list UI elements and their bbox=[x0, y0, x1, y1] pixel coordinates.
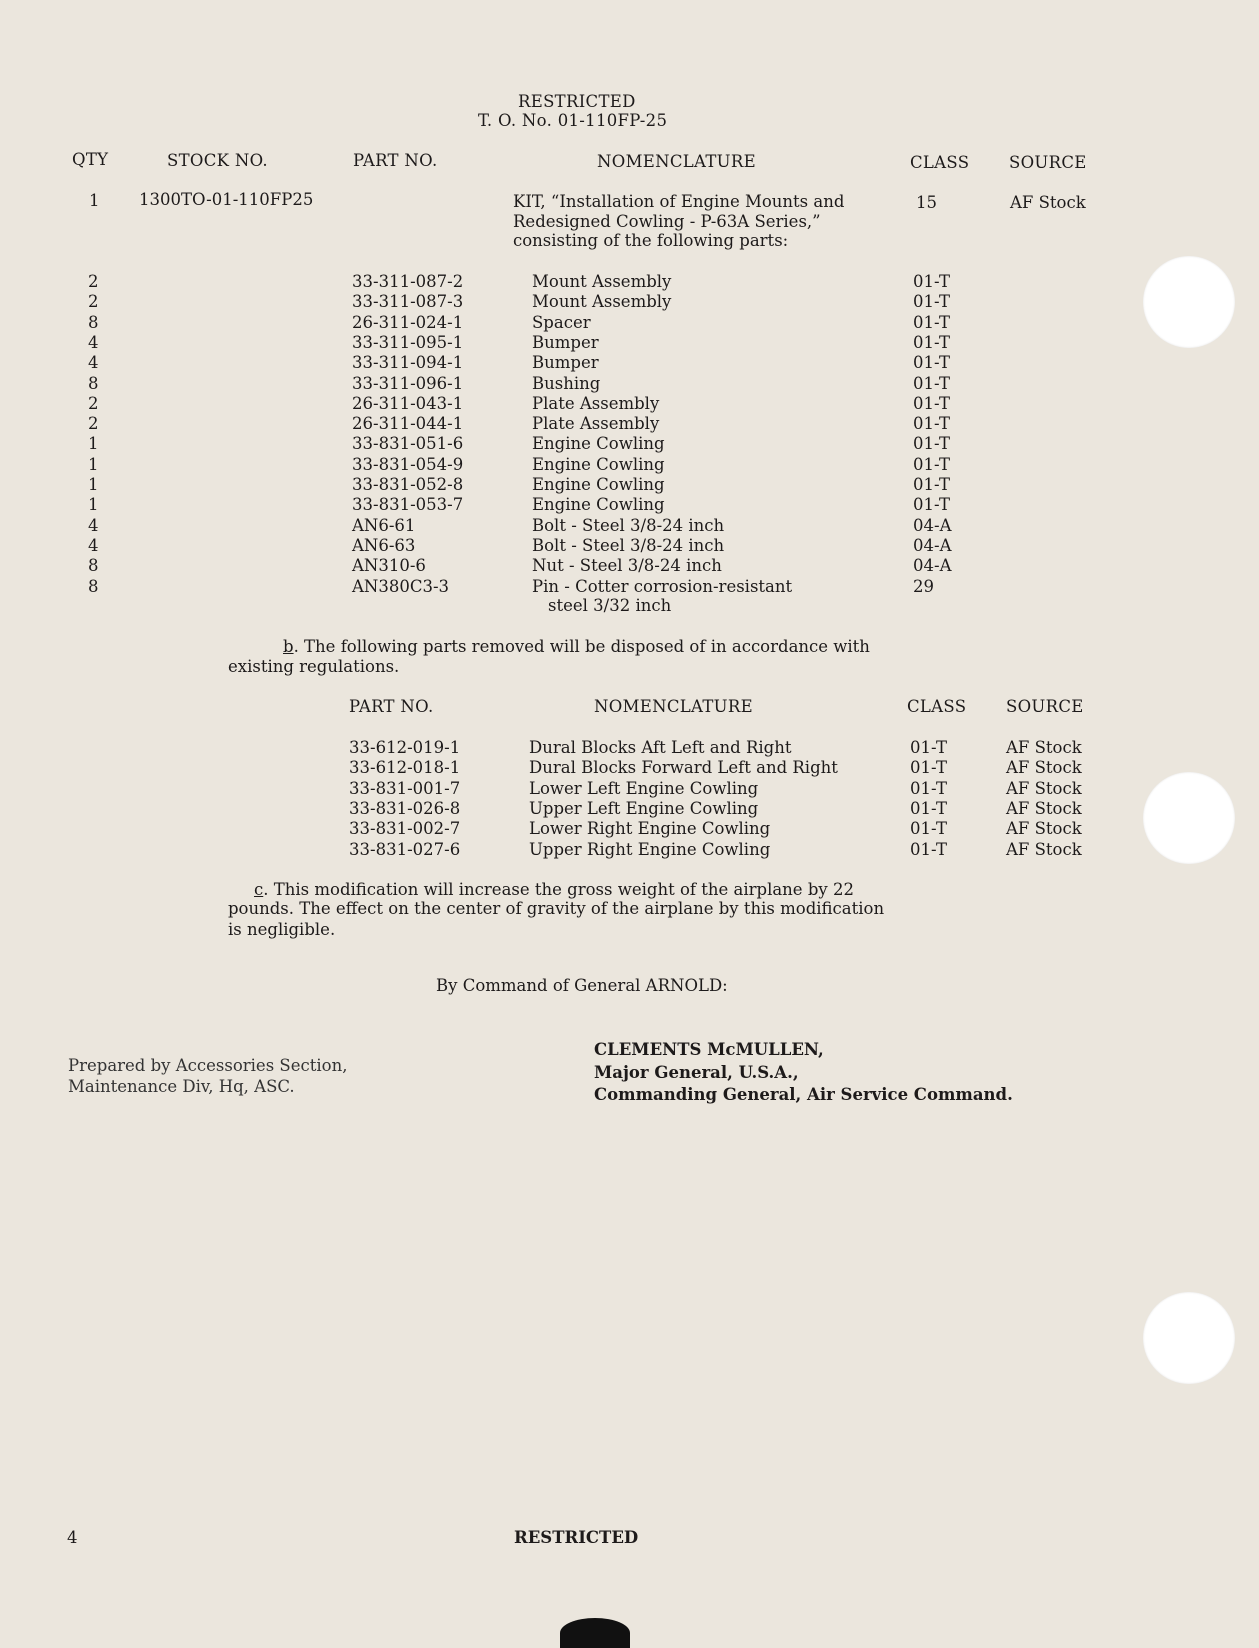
kit-row-nomenclature: Plate Assembly bbox=[532, 394, 660, 413]
kit-row-class: 01-T bbox=[913, 455, 950, 474]
kit-row-qty: 4 bbox=[88, 516, 99, 535]
header-restricted: RESTRICTED bbox=[518, 92, 636, 111]
removed-row-class: 01-T bbox=[910, 738, 947, 757]
kit-row-class: 01-T bbox=[913, 353, 950, 372]
kit-row-nomenclature: Bumper bbox=[532, 353, 599, 372]
kit-row-qty: 1 bbox=[88, 455, 99, 474]
kit-last-row-continuation: steel 3/32 inch bbox=[548, 596, 672, 615]
kit-row-class: 01-T bbox=[913, 475, 950, 494]
kit-row-part-no: 33-311-087-2 bbox=[352, 272, 464, 291]
kit-col-source: SOURCE bbox=[1009, 153, 1087, 172]
footer-restricted: RESTRICTED bbox=[514, 1528, 639, 1547]
removed-row-source: AF Stock bbox=[1006, 819, 1082, 838]
kit-row-qty: 2 bbox=[88, 394, 99, 413]
kit-row-class: 01-T bbox=[913, 394, 950, 413]
kit-stock-no: 1300TO-01-110FP25 bbox=[139, 190, 314, 209]
para-c-text: . This modification will increase the gross weight of the airplane by 22 bbox=[263, 880, 854, 899]
kit-col-nomenclature: NOMENCLATURE bbox=[597, 152, 756, 171]
kit-row-part-no: AN310-6 bbox=[352, 556, 426, 575]
removed-row-nomenclature: Dural Blocks Aft Left and Right bbox=[529, 738, 792, 757]
para-b-text: . The following parts removed will be disposed of in accordance with bbox=[293, 637, 870, 656]
kit-row-part-no: 33-831-054-9 bbox=[352, 455, 464, 474]
kit-row-class: 01-T bbox=[913, 313, 950, 332]
kit-row-part-no: 33-311-094-1 bbox=[352, 353, 464, 372]
signature-rank: Major General, U.S.A., bbox=[594, 1063, 799, 1082]
kit-row-nomenclature: Bushing bbox=[532, 374, 601, 393]
removed-row-nomenclature: Upper Left Engine Cowling bbox=[529, 799, 759, 818]
kit-row-nomenclature: Bolt - Steel 3/8-24 inch bbox=[532, 516, 725, 535]
kit-qty: 1 bbox=[89, 191, 100, 210]
kit-col-qty: QTY bbox=[72, 150, 109, 169]
kit-row-nomenclature: Engine Cowling bbox=[532, 455, 665, 474]
kit-row-part-no: 33-311-095-1 bbox=[352, 333, 464, 352]
kit-col-part-no: PART NO. bbox=[353, 151, 438, 170]
removed-col-nomenclature: NOMENCLATURE bbox=[594, 697, 753, 716]
kit-row-part-no: 33-831-051-6 bbox=[352, 434, 464, 453]
kit-row-qty: 8 bbox=[88, 374, 99, 393]
removed-row-nomenclature: Lower Right Engine Cowling bbox=[529, 819, 771, 838]
removed-row-source: AF Stock bbox=[1006, 799, 1082, 818]
kit-row-part-no: 33-831-053-7 bbox=[352, 495, 464, 514]
removed-row-part-no: 33-831-026-8 bbox=[349, 799, 461, 818]
kit-nomenclature-line2: Redesigned Cowling - P-63A Series,” bbox=[513, 212, 821, 231]
kit-row-part-no: 26-311-024-1 bbox=[352, 313, 464, 332]
header-to-number: T. O. No. 01-110FP-25 bbox=[478, 111, 668, 130]
removed-row-class: 01-T bbox=[910, 819, 947, 838]
removed-row-part-no: 33-612-019-1 bbox=[349, 738, 461, 757]
removed-row-part-no: 33-831-002-7 bbox=[349, 819, 461, 838]
kit-row-class: 04-A bbox=[913, 516, 952, 535]
kit-row-nomenclature: Pin - Cotter corrosion-resistant bbox=[532, 577, 793, 596]
kit-row-class: 04-A bbox=[913, 556, 952, 575]
kit-row-qty: 2 bbox=[88, 414, 99, 433]
kit-row-nomenclature: Spacer bbox=[532, 313, 591, 332]
kit-row-qty: 8 bbox=[88, 556, 99, 575]
kit-row-qty: 2 bbox=[88, 272, 99, 291]
para-c-line1 bbox=[254, 880, 854, 900]
para-b-letter: b bbox=[283, 637, 294, 656]
removed-row-part-no: 33-831-001-7 bbox=[349, 779, 461, 798]
kit-row-nomenclature: Engine Cowling bbox=[532, 434, 665, 453]
kit-row-class: 01-T bbox=[913, 374, 950, 393]
kit-row-nomenclature: Engine Cowling bbox=[532, 495, 665, 514]
prepared-by-line2: Maintenance Div, Hq, ASC. bbox=[68, 1077, 295, 1096]
kit-row-qty: 1 bbox=[88, 475, 99, 494]
kit-row-class: 01-T bbox=[913, 272, 950, 291]
kit-class: 15 bbox=[916, 193, 937, 212]
removed-row-class: 01-T bbox=[910, 758, 947, 777]
binder-hole-bottom bbox=[1143, 1292, 1235, 1384]
kit-row-nomenclature: Mount Assembly bbox=[532, 272, 672, 291]
kit-row-qty: 4 bbox=[88, 353, 99, 372]
kit-row-class: 01-T bbox=[913, 333, 950, 352]
removed-row-source: AF Stock bbox=[1006, 738, 1082, 757]
kit-row-qty: 8 bbox=[88, 577, 99, 596]
signature-name: CLEMENTS McMULLEN, bbox=[594, 1040, 824, 1059]
removed-col-part-no: PART NO. bbox=[349, 697, 434, 716]
para-c-line3: is negligible. bbox=[228, 920, 336, 939]
removed-row-nomenclature: Upper Right Engine Cowling bbox=[529, 840, 771, 859]
signature-title: Commanding General, Air Service Command. bbox=[594, 1085, 1013, 1104]
kit-row-class: 01-T bbox=[913, 434, 950, 453]
para-c-letter: c bbox=[254, 880, 264, 899]
kit-col-stock-no: STOCK NO. bbox=[167, 151, 268, 170]
kit-row-part-no: 26-311-044-1 bbox=[352, 414, 464, 433]
kit-row-class: 01-T bbox=[913, 292, 950, 311]
kit-row-part-no: 33-311-087-3 bbox=[352, 292, 464, 311]
removed-col-source: SOURCE bbox=[1006, 697, 1084, 716]
kit-row-part-no: 33-831-052-8 bbox=[352, 475, 464, 494]
kit-row-nomenclature: Bumper bbox=[532, 333, 599, 352]
kit-nomenclature-line1: KIT, “Installation of Engine Mounts and bbox=[513, 192, 845, 211]
kit-row-nomenclature: Engine Cowling bbox=[532, 475, 665, 494]
kit-row-nomenclature: Mount Assembly bbox=[532, 292, 672, 311]
kit-row-part-no: AN6-63 bbox=[352, 536, 416, 555]
kit-nomenclature-line3: consisting of the following parts: bbox=[513, 231, 789, 250]
kit-row-qty: 2 bbox=[88, 292, 99, 311]
kit-row-part-no: 26-311-043-1 bbox=[352, 394, 464, 413]
para-b-line1 bbox=[283, 637, 870, 657]
kit-row-nomenclature: Nut - Steel 3/8-24 inch bbox=[532, 556, 722, 575]
kit-col-class: CLASS bbox=[910, 153, 970, 172]
removed-row-source: AF Stock bbox=[1006, 840, 1082, 859]
kit-row-qty: 1 bbox=[88, 434, 99, 453]
kit-row-qty: 4 bbox=[88, 536, 99, 555]
kit-row-class: 29 bbox=[913, 577, 934, 596]
kit-row-class: 04-A bbox=[913, 536, 952, 555]
removed-row-part-no: 33-831-027-6 bbox=[349, 840, 461, 859]
kit-row-nomenclature: Bolt - Steel 3/8-24 inch bbox=[532, 536, 725, 555]
page-edge-mark bbox=[560, 1618, 630, 1648]
removed-row-class: 01-T bbox=[910, 779, 947, 798]
kit-row-qty: 1 bbox=[88, 495, 99, 514]
removed-row-source: AF Stock bbox=[1006, 758, 1082, 777]
kit-row-qty: 4 bbox=[88, 333, 99, 352]
command-line: By Command of General ARNOLD: bbox=[436, 976, 728, 995]
kit-row-nomenclature: Plate Assembly bbox=[532, 414, 660, 433]
removed-row-class: 01-T bbox=[910, 840, 947, 859]
binder-hole-top bbox=[1143, 256, 1235, 348]
kit-row-part-no: 33-311-096-1 bbox=[352, 374, 464, 393]
binder-hole-middle bbox=[1143, 772, 1235, 864]
kit-row-qty: 8 bbox=[88, 313, 99, 332]
footer-page-number: 4 bbox=[67, 1528, 78, 1547]
removed-row-nomenclature: Dural Blocks Forward Left and Right bbox=[529, 758, 838, 777]
removed-row-part-no: 33-612-018-1 bbox=[349, 758, 461, 777]
para-b-line2: existing regulations. bbox=[228, 657, 400, 676]
prepared-by-line1: Prepared by Accessories Section, bbox=[68, 1056, 348, 1075]
removed-row-class: 01-T bbox=[910, 799, 947, 818]
kit-row-part-no: AN6-61 bbox=[352, 516, 416, 535]
removed-col-class: CLASS bbox=[907, 697, 967, 716]
kit-row-part-no: AN380C3-3 bbox=[352, 577, 450, 596]
removed-row-source: AF Stock bbox=[1006, 779, 1082, 798]
para-c-line2: pounds. The effect on the center of gravity of the airplane by this modification bbox=[228, 899, 885, 918]
removed-row-nomenclature: Lower Left Engine Cowling bbox=[529, 779, 759, 798]
kit-row-class: 01-T bbox=[913, 414, 950, 433]
kit-source: AF Stock bbox=[1010, 193, 1086, 212]
kit-row-class: 01-T bbox=[913, 495, 950, 514]
